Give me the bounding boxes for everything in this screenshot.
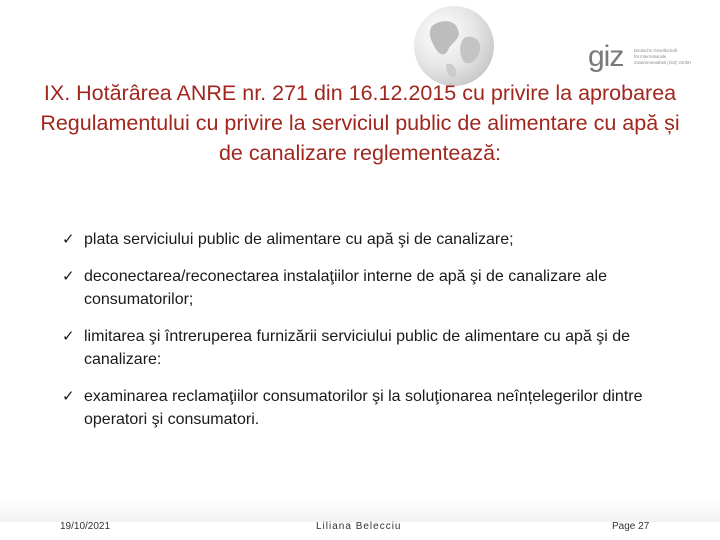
slide-title: IX. Hotărârea ANRE nr. 271 din 16.12.2015 cu privire la aprobarea Regulamentului cu privire la serviciul public de alimentare cu apă și de canalizare reglementează: — [40, 81, 680, 165]
bullet-item — [62, 228, 682, 251]
logo-line: Deutsche Gesellschaft — [634, 48, 677, 53]
check-icon: ✓ — [62, 231, 75, 248]
logo-text — [634, 48, 712, 66]
bullet-text: deconectarea/reconectarea instalaţiilor interne de apă şi de canalizare ale consumatorilor; — [84, 268, 607, 308]
globe-icon — [412, 4, 496, 88]
bullet-text: limitarea şi întreruperea furnizării serviciului public de alimentare cu apă şi de canalizare: — [84, 328, 631, 368]
footer-date: 19/10/2021 — [60, 521, 111, 532]
bullet-text: examinarea reclamaţiilor consumatorilor şi la soluţionarea neînțelegerilor dintre operatori şi consumatori. — [84, 388, 643, 428]
check-icon: ✓ — [62, 268, 75, 285]
logo-mark: giz — [588, 40, 624, 73]
bullet-text: plata serviciului public de alimentare cu apă şi de canalizare; — [84, 231, 514, 248]
footer-page-number: Page 27 — [612, 521, 650, 532]
logo-line: Zusammenarbeit (GIZ) GmbH — [634, 60, 692, 65]
footer-band — [0, 500, 720, 522]
bullet-item — [62, 325, 682, 371]
logo-line: für Internationale — [634, 54, 667, 59]
footer-author: Liliana Belecciu — [316, 521, 402, 532]
bullet-list — [62, 228, 682, 445]
bullet-item — [62, 265, 682, 311]
bullet-item — [62, 385, 682, 431]
check-icon: ✓ — [62, 328, 75, 345]
check-icon: ✓ — [62, 388, 75, 405]
giz-logo — [588, 40, 712, 78]
